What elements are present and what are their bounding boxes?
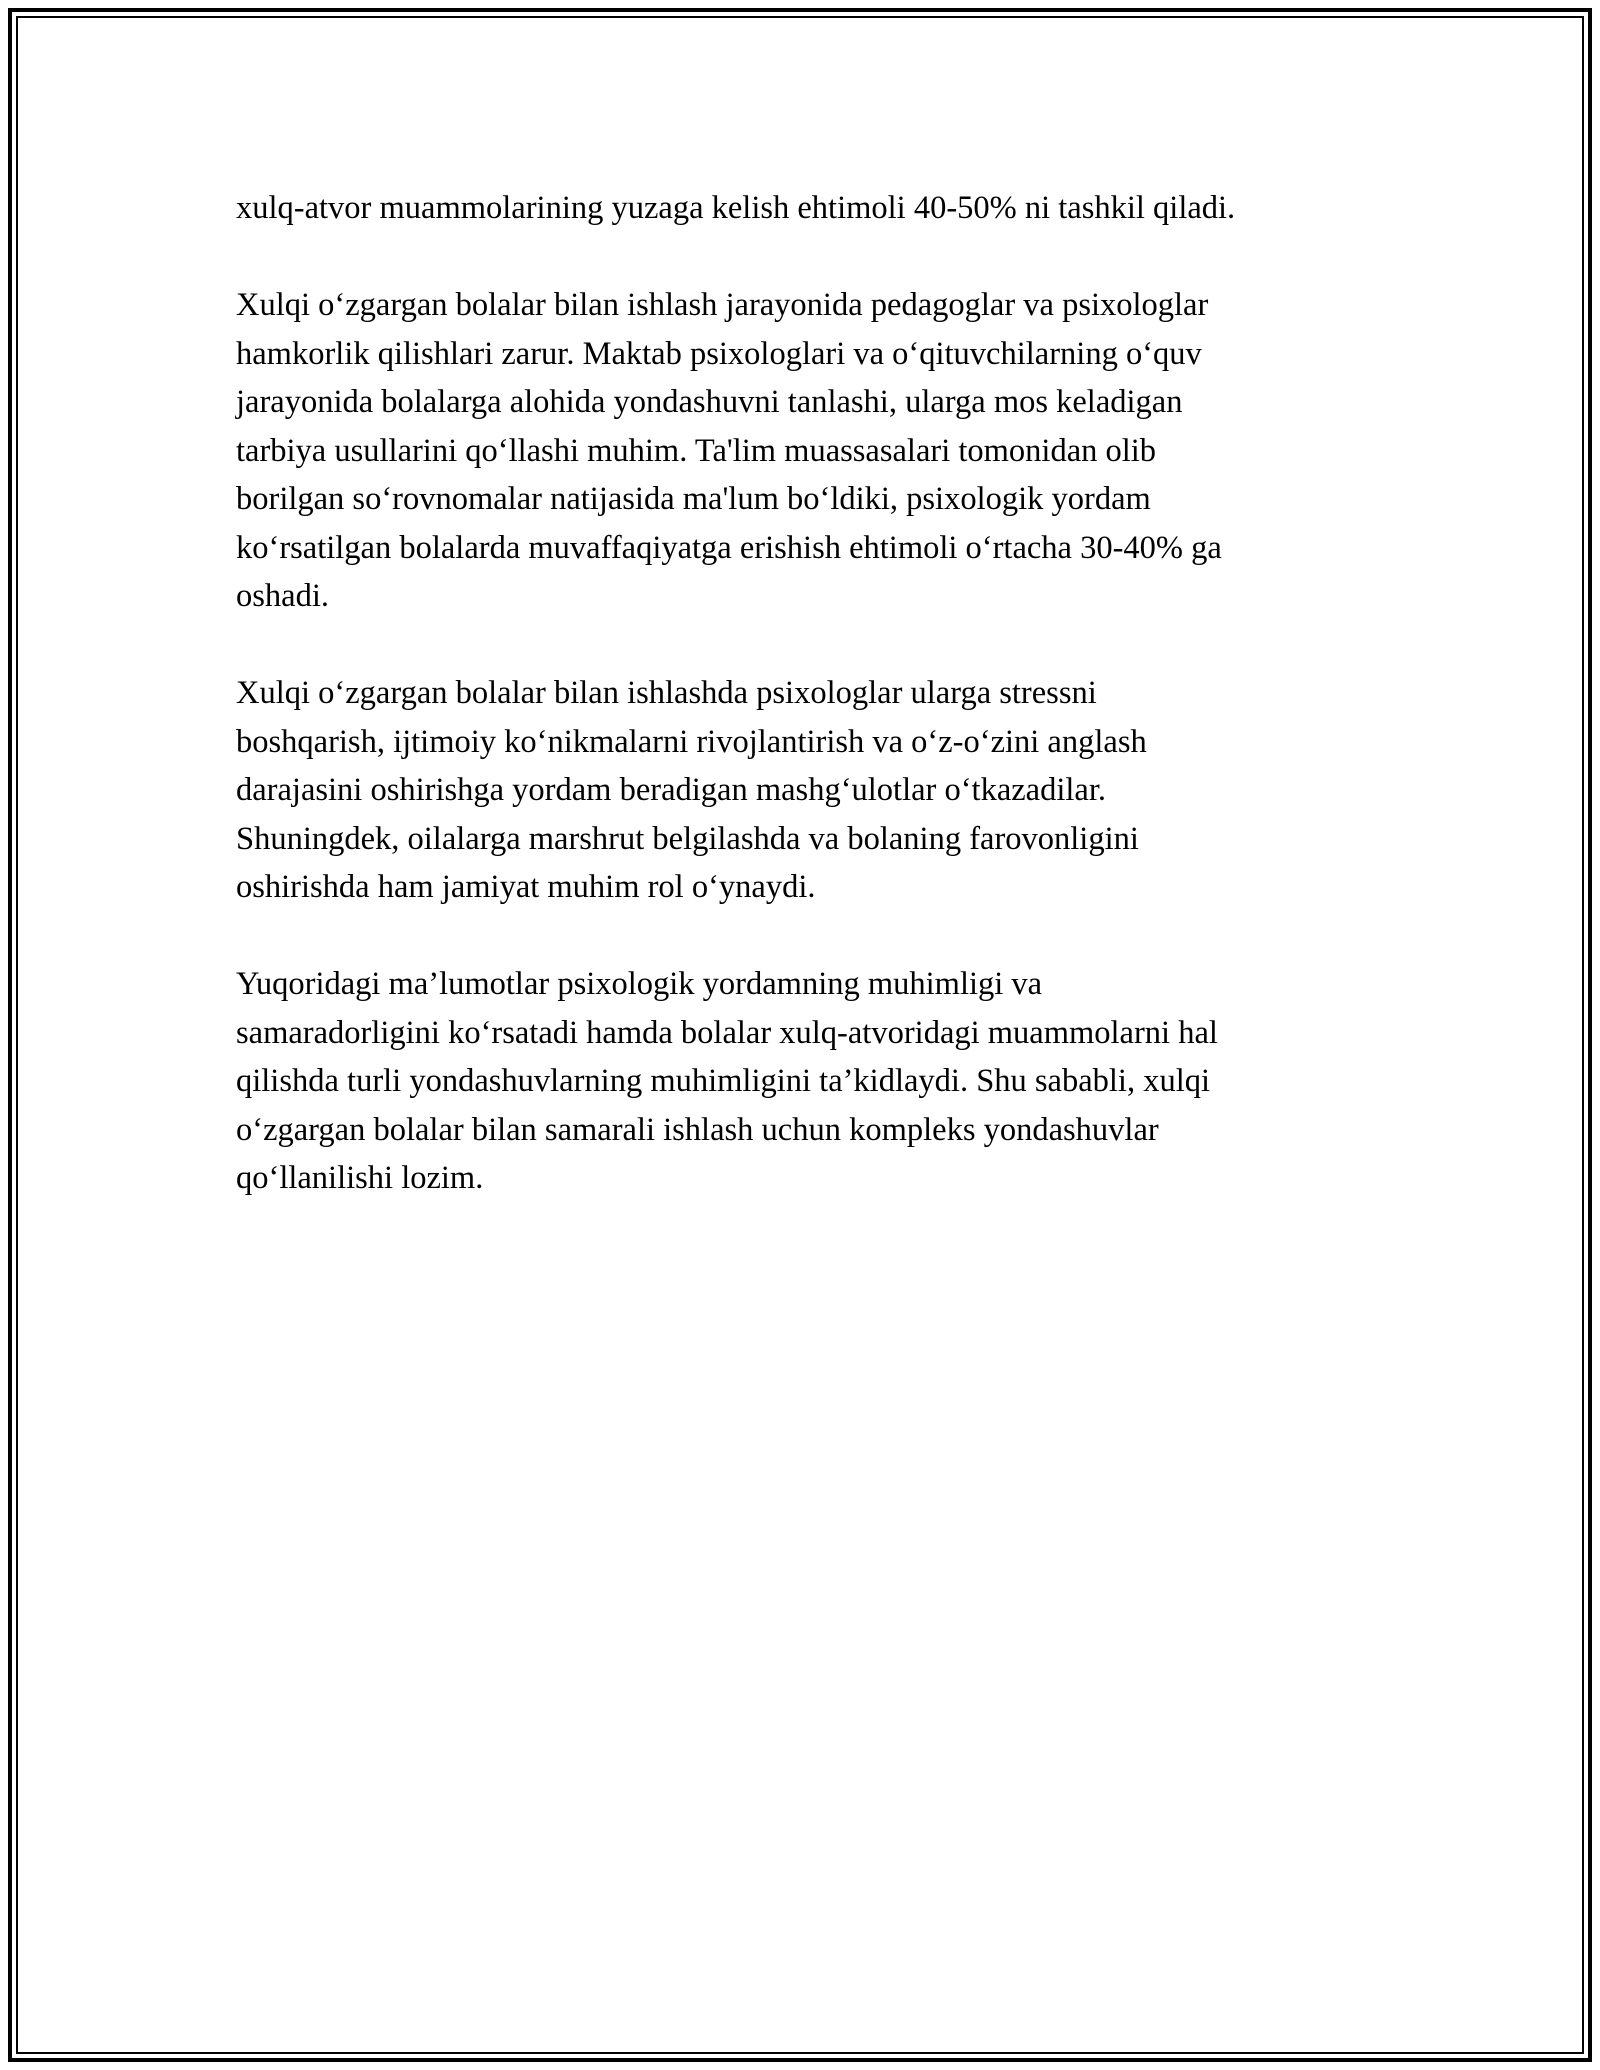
paragraph-4 [236, 960, 1376, 1203]
text-line: qilishda turli yondashuvlarning muhimligini ta’kidlaydi. Shu sababli, xulqi [236, 1063, 1211, 1099]
text-line: jarayonida bolalarga alohida yondashuvni tanlashi, ularga mos keladigan [236, 384, 1183, 420]
text-line: Xulqi o‘zgargan bolalar bilan ishlash jarayonida pedagoglar va psixologlar [236, 287, 1209, 323]
text-line: o‘zgargan bolalar bilan samarali ishlash uchun kompleks yondashuvlar [236, 1111, 1159, 1148]
text-line: darajasini oshirishga yordam beradigan mashg‘ulotlar o‘tkazadilar. [236, 772, 1106, 808]
paragraph-2 [236, 281, 1376, 621]
text-line: Yuqoridagi ma’lumotlar psixologik yordamning muhimligi va [236, 966, 1043, 1002]
text-line: hamkorlik qilishlari zarur. Maktab psixologlari va o‘qituvchilarning o‘quv [236, 335, 1202, 372]
text-line: tarbiya usullarini qo‘llashi muhim. Ta'lim muassasalari tomonidan olib [236, 432, 1157, 469]
text-line: qo‘llanilishi lozim. [236, 1160, 484, 1196]
text-line: boshqarish, ijtimoiy ko‘nikmalarni rivojlantirish va o‘z-o‘zini anglash [236, 723, 1147, 760]
text-line: samaradorligini ko‘rsatadi hamda bolalar xulq-atvoridagi muammolarni hal [236, 1014, 1218, 1051]
paragraph-3 [236, 669, 1376, 912]
text-line: Xulqi o‘zgargan bolalar bilan ishlashda psixologlar ularga stressni [236, 675, 1097, 711]
document-body [236, 184, 1376, 1251]
text-line: oshirishda ham jamiyat muhim rol o‘ynaydi. [236, 869, 816, 905]
text-line: Shuningdek, oilalarga marshrut belgilashda va bolaning farovonligini [236, 820, 1139, 857]
text-line: ko‘rsatilgan bolalarda muvaffaqiyatga erishish ehtimoli o‘rtacha 30-40% ga [236, 529, 1222, 566]
text-line: oshadi. [236, 578, 329, 614]
text-line: borilgan so‘rovnomalar natijasida ma'lum bo‘ldiki, psixologik yordam [236, 481, 1151, 517]
text-line: xulq-atvor muammolarining yuzaga kelish ehtimoli 40-50% ni tashkil qiladi. [236, 190, 1236, 226]
paragraph-1 [236, 184, 1376, 233]
